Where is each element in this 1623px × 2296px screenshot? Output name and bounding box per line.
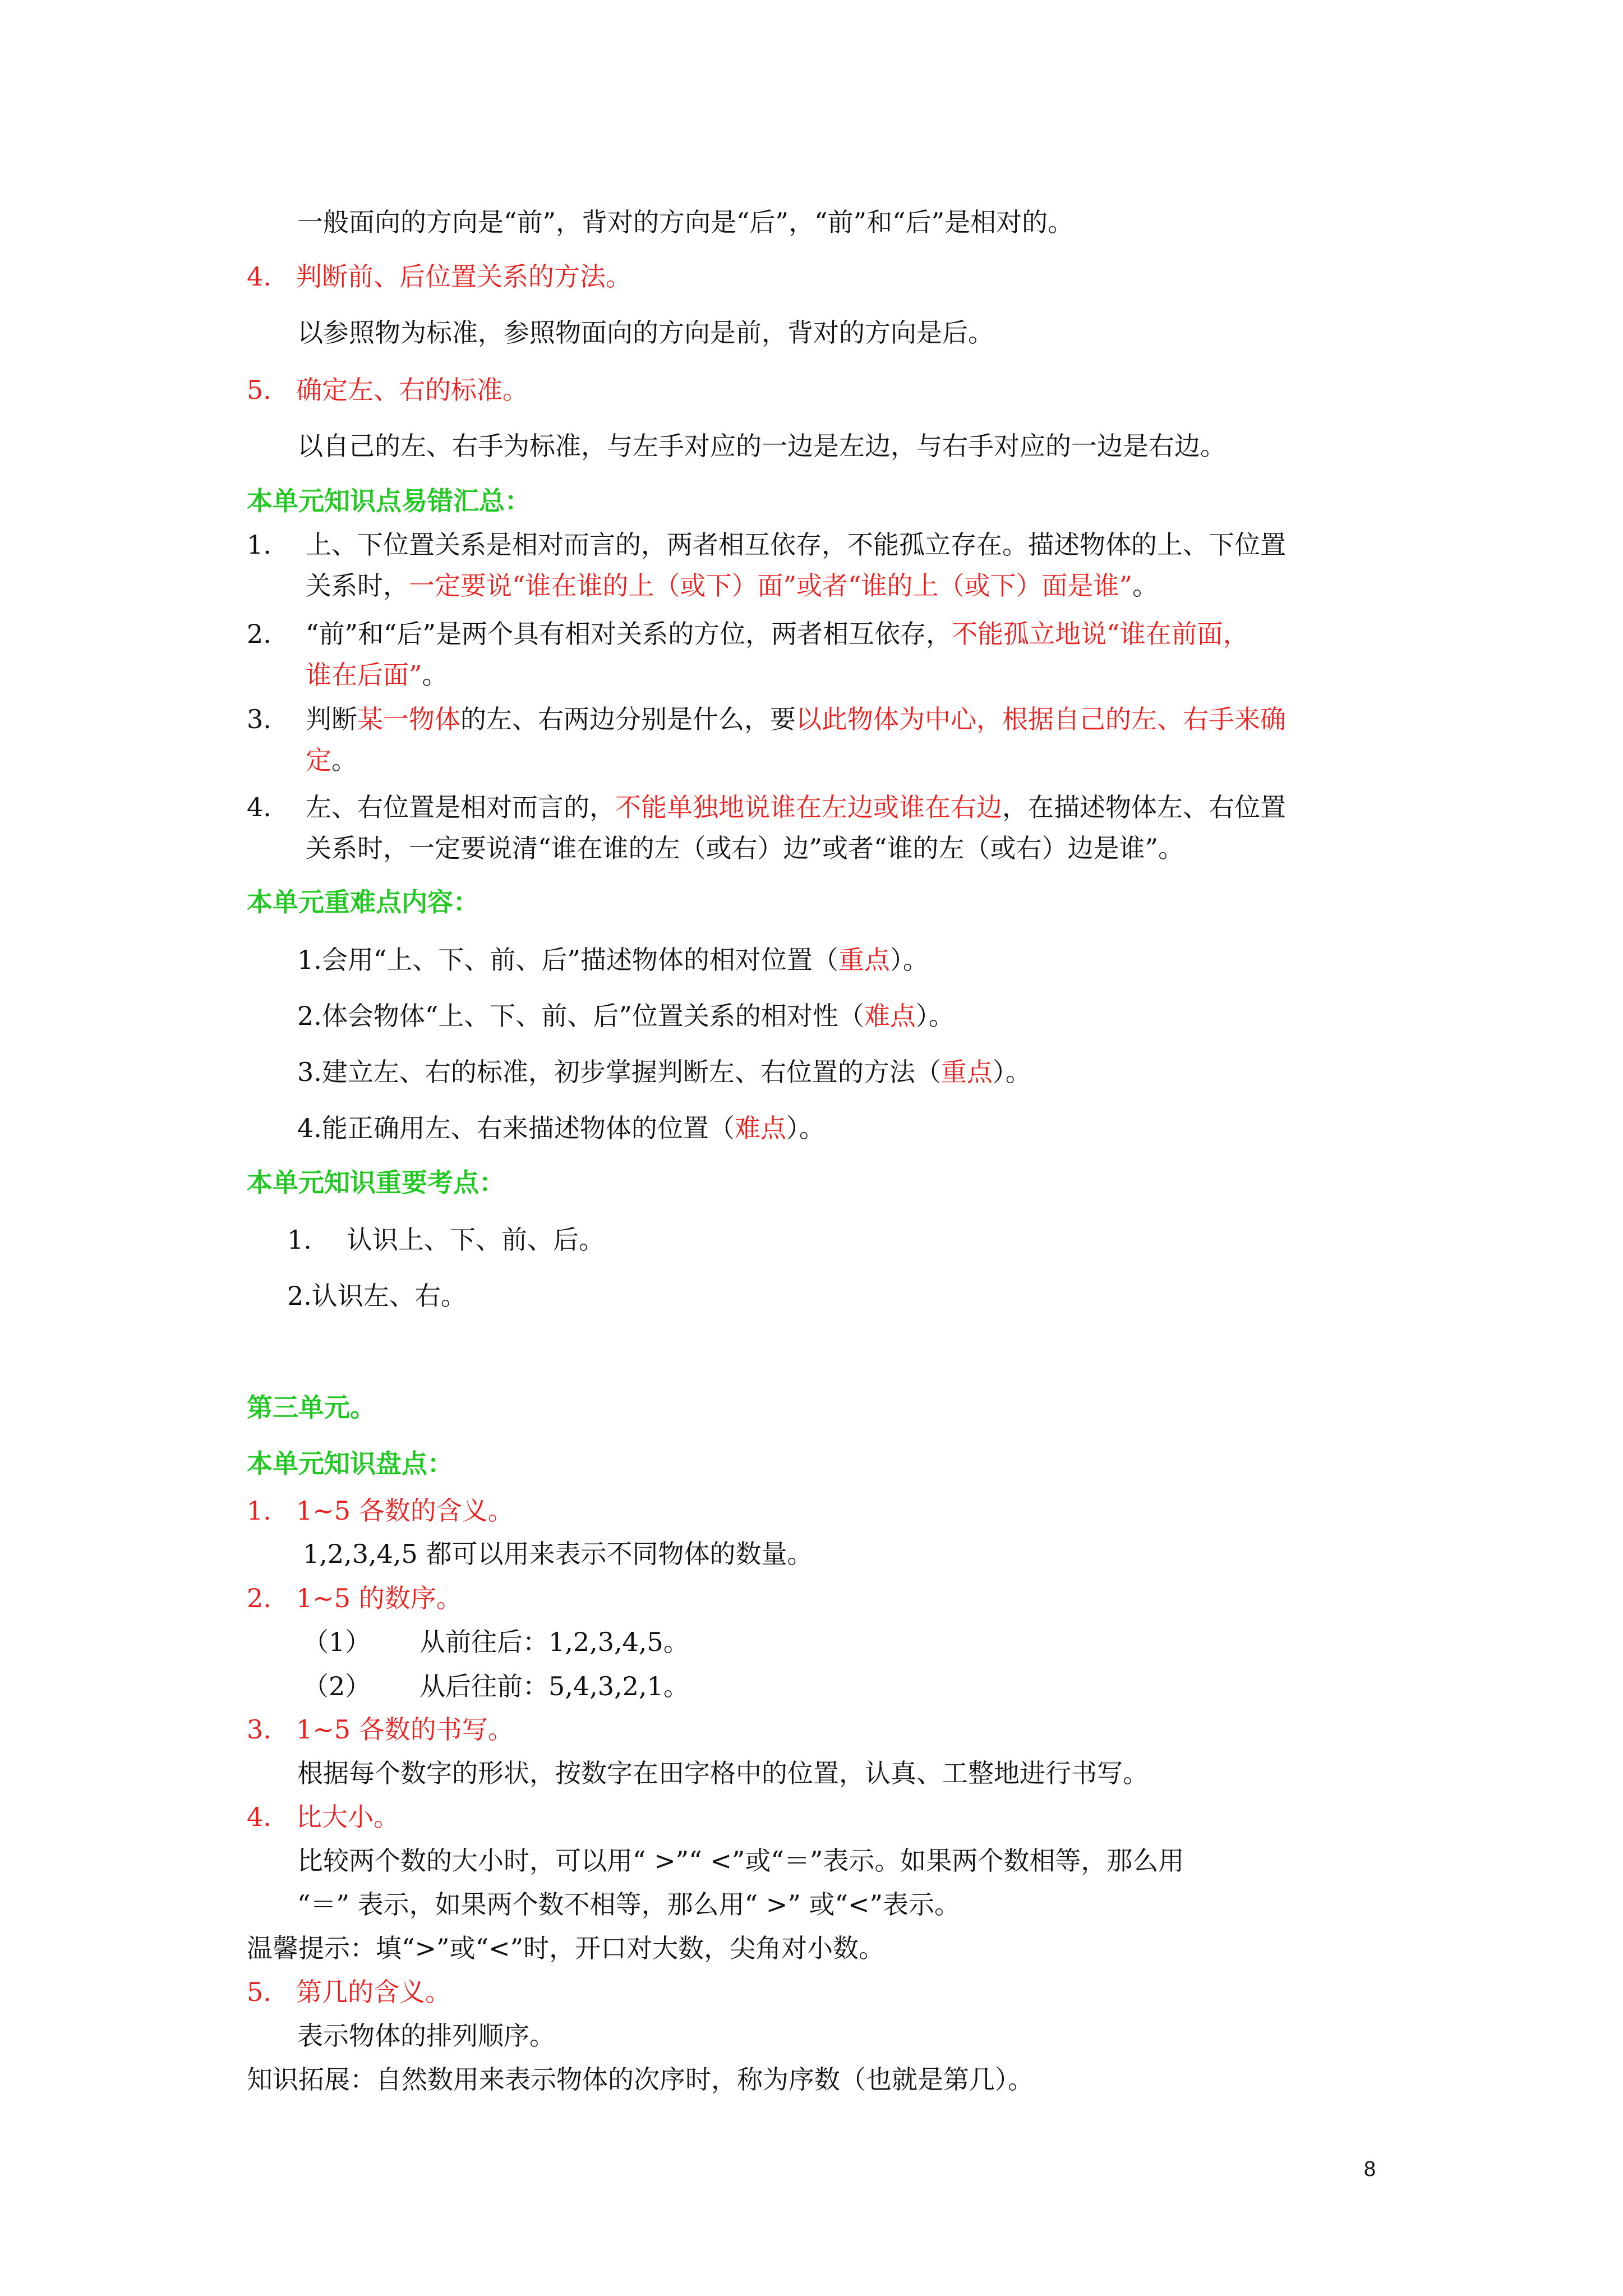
unit-heading: 第三单元。 xyxy=(247,1392,376,1423)
item-number: 3. xyxy=(247,1714,271,1745)
numbered-heading xyxy=(247,1585,271,1611)
list-text: 认识上、下、前、后。 xyxy=(347,1225,605,1255)
text-line: “＝” 表示，如果两个数不相等，那么用“ >” 或“<”表示。 xyxy=(297,1889,961,1920)
text-line: 温馨提示：填“>”或“<”时，开口对大数，尖角对小数。 xyxy=(247,1933,885,1963)
text-line: 一般面向的方向是“前”，背对的方向是“后”，“前”和“后”是相对的。 xyxy=(297,207,1074,237)
section-heading: 本单元重难点内容： xyxy=(247,887,479,917)
list-text: 左、右位置是相对而言的，不能单独地说谁在左边或谁在右边，在描述物体左、右位置 xyxy=(306,792,1286,822)
heading-text: 第几的含义。 xyxy=(296,1977,451,2007)
text-line: 比较两个数的大小时，可以用“ >”“ <”或“＝”表示。如果两个数相等，那么用 xyxy=(297,1846,1184,1876)
section-heading: 本单元知识盘点： xyxy=(247,1448,453,1479)
list-text: 关系时，一定要说“谁在谁的上（或下）面”或者“谁的上（或下）面是谁”。 xyxy=(306,570,1159,601)
numbered-heading xyxy=(247,261,271,292)
list-number: 1. xyxy=(247,530,271,560)
item-number: 5. xyxy=(247,1977,271,2007)
sub-item-number: （1） xyxy=(303,1627,371,1657)
list-number: 4. xyxy=(247,792,271,822)
item-number: 1. xyxy=(247,1496,271,1526)
numbered-heading xyxy=(247,377,271,403)
sub-item-text: 从前往后：1,2,3,4,5。 xyxy=(419,1627,689,1657)
text-line: 4.能正确用左、右来描述物体的位置（难点）。 xyxy=(297,1113,825,1143)
text-line: 以参照物为标准，参照物面向的方向是前，背对的方向是后。 xyxy=(297,318,994,348)
item-number: 5. xyxy=(247,375,271,405)
list-number: 1. xyxy=(287,1225,312,1255)
list-text: “前”和“后”是两个具有相对关系的方位，两者相互依存，不能孤立地说“谁在前面， xyxy=(306,619,1249,649)
heading-text: 1~5 的数序。 xyxy=(296,1583,462,1613)
text-line: 知识拓展：自然数用来表示物体的次序时，称为序数（也就是第几）。 xyxy=(247,2064,1034,2095)
list-text: 谁在后面”。 xyxy=(306,660,448,690)
heading-text: 1~5 各数的含义。 xyxy=(296,1496,514,1526)
section-heading: 本单元知识点易错汇总： xyxy=(247,486,531,516)
list-text: 关系时，一定要说清“谁在谁的左（或右）边”或者“谁的左（或右）边是谁”。 xyxy=(306,833,1184,863)
list-number: 2. xyxy=(247,619,271,649)
sub-item-number: （2） xyxy=(303,1671,371,1701)
item-number: 4. xyxy=(247,261,271,292)
numbered-heading xyxy=(247,1804,271,1830)
text-line: 根据每个数字的形状，按数字在田字格中的位置，认真、工整地进行书写。 xyxy=(297,1758,1149,1788)
list-number: 3. xyxy=(247,704,271,734)
text-line: 1,2,3,4,5 都可以用来表示不同物体的数量。 xyxy=(303,1539,813,1569)
heading-text: 确定左、右的标准。 xyxy=(296,375,528,405)
text-line: 表示物体的排列顺序。 xyxy=(297,2021,555,2051)
numbered-heading xyxy=(247,1714,271,1745)
text-line: 以自己的左、右手为标准，与左手对应的一边是左边，与右手对应的一边是右边。 xyxy=(297,431,1226,461)
numbered-heading xyxy=(247,1979,271,2005)
item-number: 2. xyxy=(247,1583,271,1613)
list-text: 判断某一物体的左、右两边分别是什么，要以此物体为中心，根据自己的左、右手来确 xyxy=(306,704,1286,734)
list-text: 上、下位置关系是相对而言的，两者相互依存，不能孤立存在。描述物体的上、下位置 xyxy=(306,530,1286,560)
sub-item-text: 从后往前：5,4,3,2,1。 xyxy=(419,1671,689,1701)
text-line: 2.体会物体“上、下、前、后”位置关系的相对性（难点）。 xyxy=(297,1001,955,1031)
page-number: 8 xyxy=(1364,2157,1376,2181)
heading-text: 1~5 各数的书写。 xyxy=(296,1714,514,1745)
text-line: 1.会用“上、下、前、后”描述物体的相对位置（重点）。 xyxy=(297,945,929,975)
list-text: 定。 xyxy=(306,745,357,775)
text-line: 3.建立左、右的标准，初步掌握判断左、右位置的方法（重点）。 xyxy=(297,1057,1031,1087)
item-number: 4. xyxy=(247,1802,271,1832)
heading-text: 判断前、后位置关系的方法。 xyxy=(296,261,631,292)
text-line: 2.认识左、右。 xyxy=(287,1281,467,1311)
section-heading: 本单元知识重要考点： xyxy=(247,1167,505,1198)
heading-text: 比大小。 xyxy=(296,1802,399,1832)
numbered-heading xyxy=(247,1498,271,1524)
